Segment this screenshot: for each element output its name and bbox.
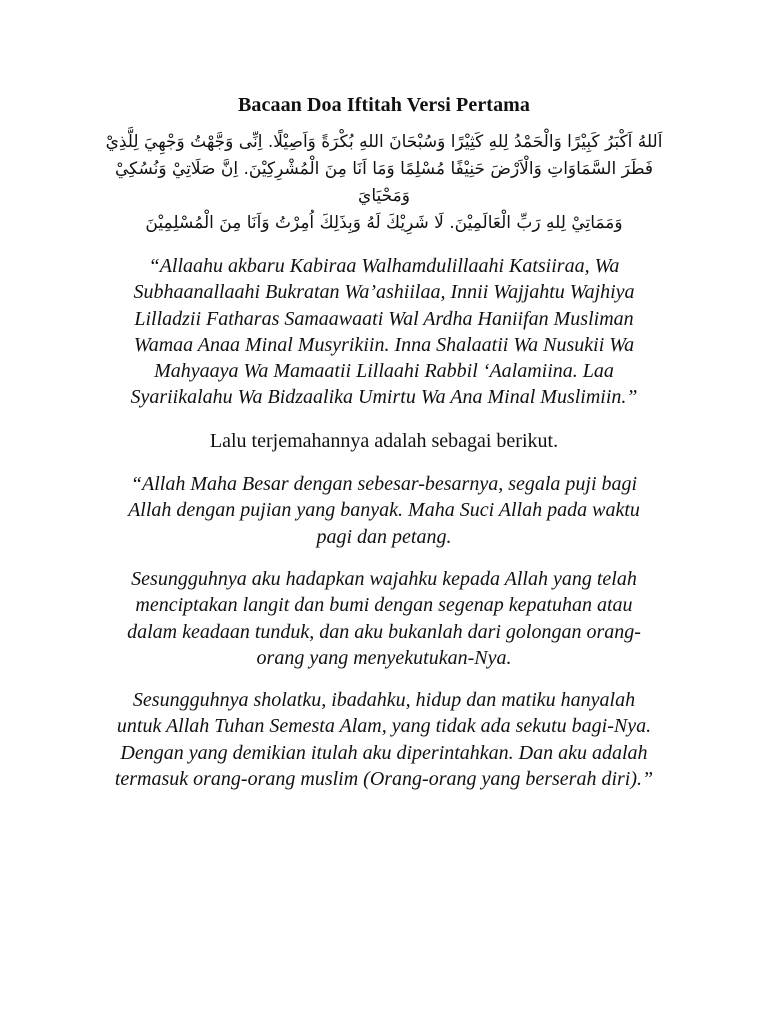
document-title: Bacaan Doa Iftitah Versi Pertama: [237, 94, 531, 116]
arabic-prayer-text: اَللهُ اَكْبَرُ كَبِيْرًا وَالْحَمْدُ لِلهِ كَثِيْرًا وَسُبْحَانَ اللهِ بُكْرَةً وَاَصِيْلًا. اِنِّى وَجَّهْتُ وَجْهِيَ لِلَّذِيْ فَطَرَ السَّمَاوَاتِ وَالْاَرْضَ حَنِيْفًا مُسْلِمًا وَمَا اَنَا مِنَ الْمُشْرِكِيْنَ. اِنَّ صَلَاتِيْ وَنُسُكِيْ وَمَحْيَايَ وَمَمَاتِيْ لِلهِ رَبِّ الْعَالَمِيْنَ. لَا شَرِيْكَ لَهُ وَبِذَلِكَ اُمِرْتُ وَاَنَا مِنَ الْمُسْلِمِيْنَ: [105, 132, 663, 233]
translation-paragraph: Sesungguhnya sholatku, ibadahku, hidup dan matiku hanyalah untuk Allah Tuhan Semesta Alam, yang tidak ada sekutu bagi-Nya. Dengan yang demikian itulah aku diperintahkan. Dan aku adalah termasuk orang-orang muslim (Orang-orang yang berserah diri).”: [114, 689, 654, 791]
translation-paragraph: “Allah Maha Besar dengan sebesar-besarnya, segala puji bagi Allah dengan pujian yang banyak. Maha Suci Allah pada waktu pagi dan petang.: [128, 473, 640, 548]
translation-intro: Lalu terjemahannya adalah sebagai berikut.: [209, 429, 559, 452]
translation-paragraph: Sesungguhnya aku hadapkan wajahku kepada Allah yang telah menciptakan langit dan bumi dengan segenap kepatuhan atau dalam keadaan tunduk, dan aku bukanlah dari golongan orang- orang yang menyekutukan-Nya.: [127, 567, 641, 669]
prayer-transliteration: “Allaahu akbaru Kabiraa Walhamdulillaahi Katsiiraa, Wa Subhaanallaahi Bukratan Wa’ashiilaa, Innii Wajjahtu Wajhiya Lilladzii Fatharas Samaawaati Wal Ardha Haniifan Musliman Wamaa Anaa Minal Musyrikiin. Inna Shalaatii Wa Nusukii Wa Mahyaaya Wa Mamaatii Lillaahi Rabbil ‘Aalamiina. Laa Syariikalahu Wa Bidzaalika Umirtu Wa Ana Minal Muslimiin.”: [130, 255, 638, 409]
